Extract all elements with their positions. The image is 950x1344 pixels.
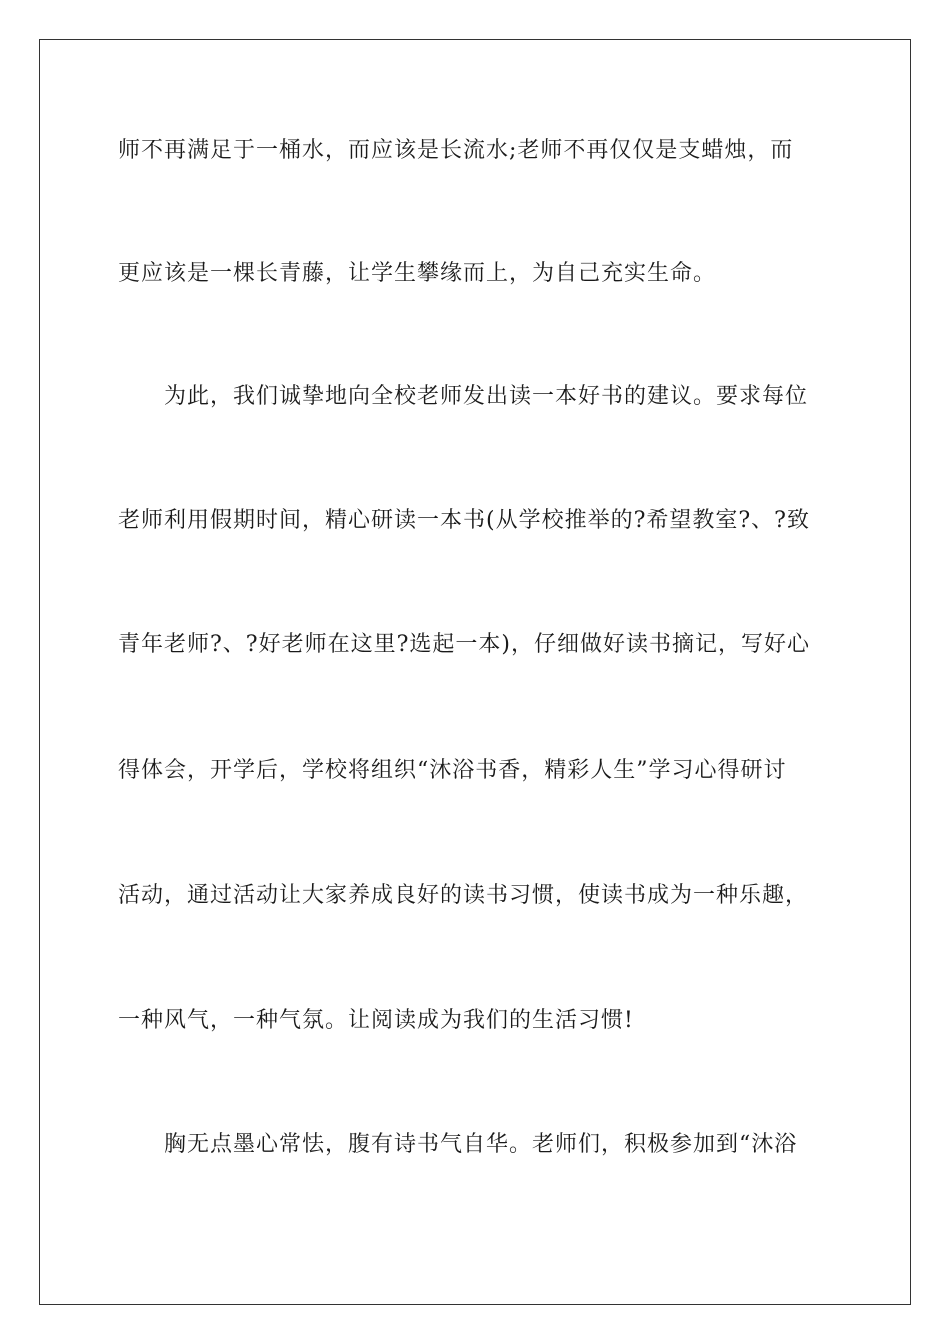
text-line: 活动，通过活动让大家养成良好的读书习惯，使读书成为一种乐趣， — [118, 883, 809, 908]
text-line: 得体会，开学后，学校将组织“沐浴书香，精彩人生”学习心得研讨 — [118, 758, 787, 783]
text-line: 青年老师?、?好老师在这里?选起一本)，仔细做好读书摘记，写好心 — [118, 632, 810, 657]
text-line: 老师利用假期时间，精心研读一本书(从学校推举的?希望教室?、?致 — [118, 508, 810, 533]
text-line: 更应该是一棵长青藤，让学生攀缘而上，为自己充实生命。 — [118, 261, 717, 286]
text-line: 一种风气，一种气氛。让阅读成为我们的生活习惯! — [118, 1008, 634, 1033]
text-line: 师不再满足于一桶水，而应该是长流水;老师不再仅仅是支蜡烛，而 — [118, 138, 794, 163]
paragraph-start-line: 为此，我们诚挚地向全校老师发出读一本好书的建议。要求每位 — [164, 384, 809, 409]
page-border — [39, 39, 911, 1305]
paragraph-start-line: 胸无点墨心常怯，腹有诗书气自华。老师们，积极参加到“沐浴 — [164, 1132, 798, 1157]
